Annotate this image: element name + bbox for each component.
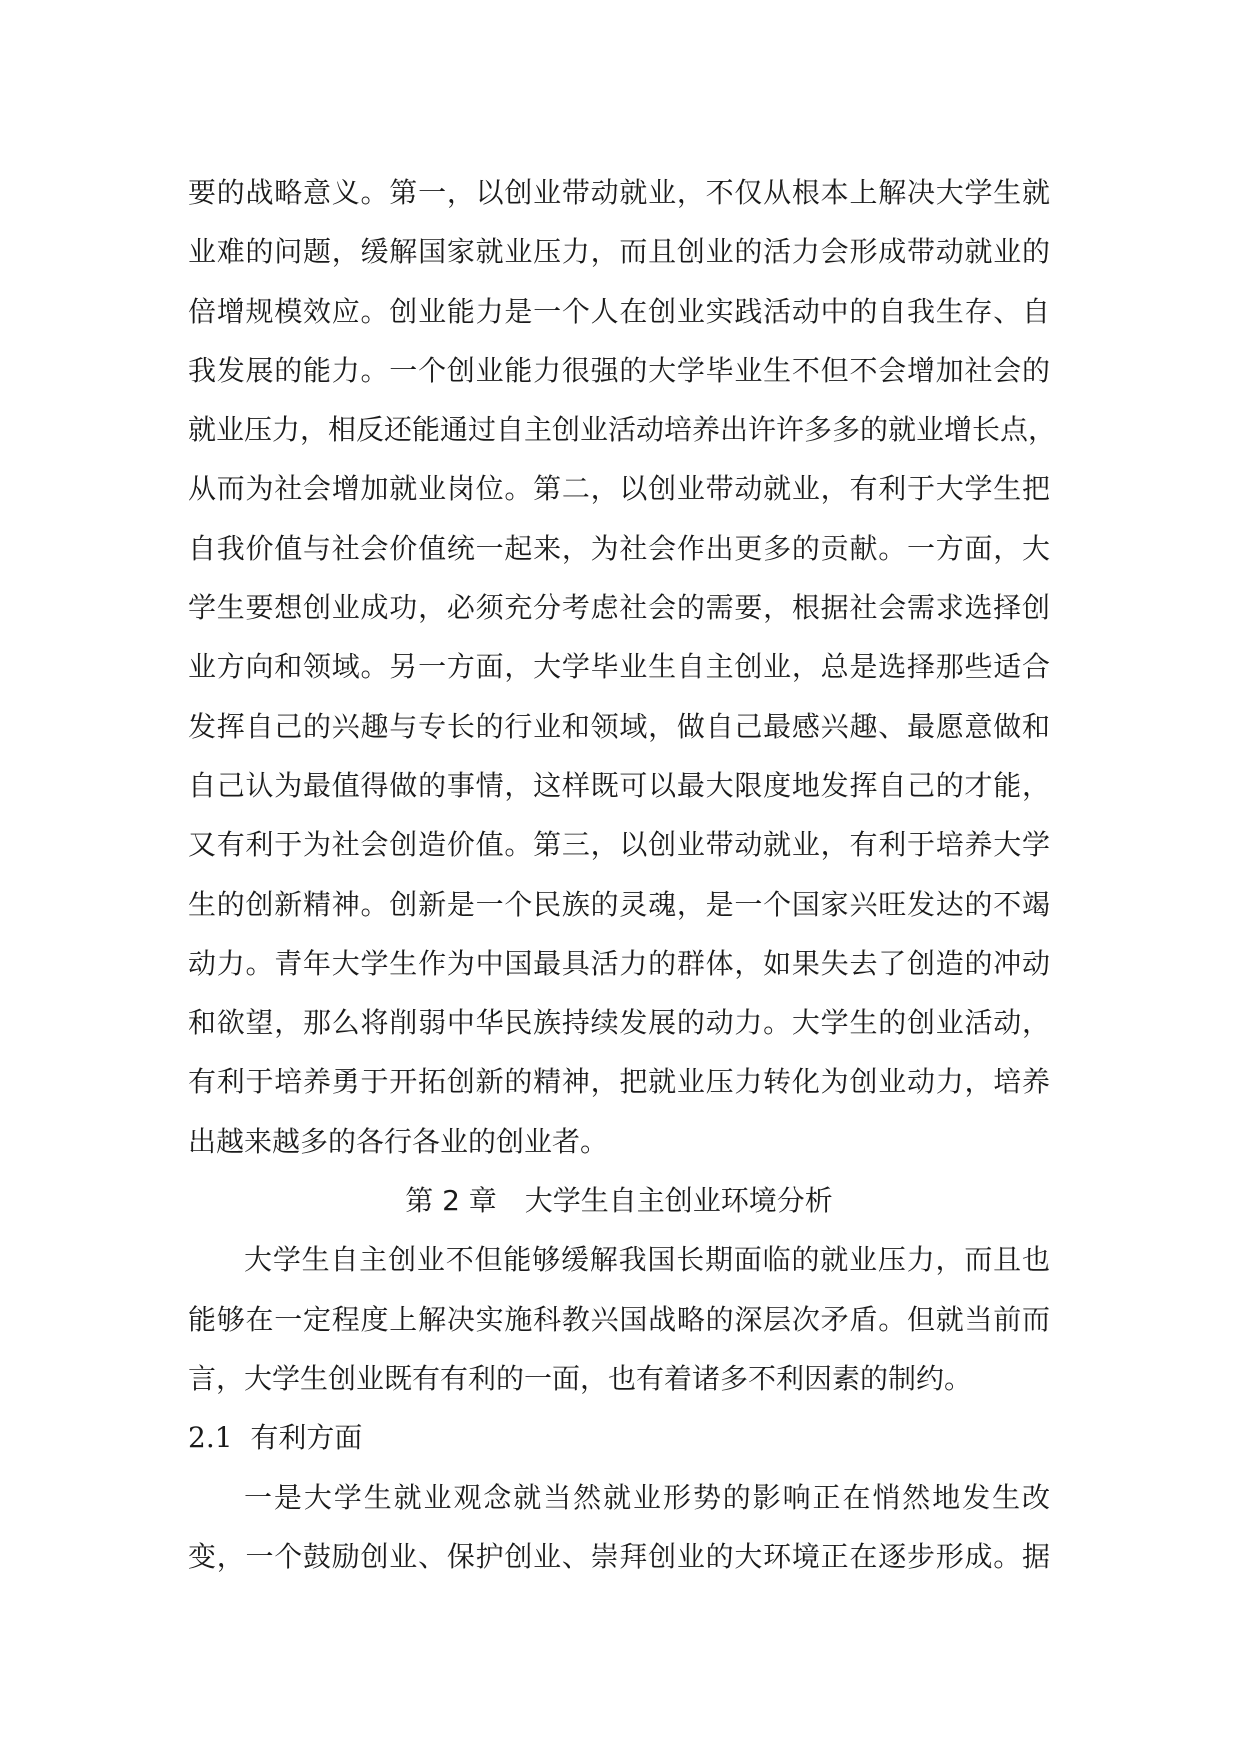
- section-heading: 2.1 有利方面: [188, 1421, 363, 1455]
- paragraph-line: 有利于培养勇于开拓创新的精神，把就业压力转化为创业动力，培养: [188, 1065, 1050, 1099]
- paragraph-line: 变，一个鼓励创业、保护创业、崇拜创业的大环境正在逐步形成。据: [188, 1539, 1050, 1573]
- paragraph-line: 发挥自己的兴趣与专长的行业和领域，做自己最感兴趣、最愿意做和: [188, 709, 1050, 743]
- chapter-heading: 第 2 章 大学生自主创业环境分析: [405, 1184, 833, 1218]
- paragraph-line: 大学生自主创业不但能够缓解我国长期面临的就业压力，而且也: [244, 1243, 1050, 1277]
- paragraph-1: [188, 163, 1057, 1171]
- paragraph-line: 我发展的能力。一个创业能力很强的大学毕业生不但不会增加社会的: [188, 353, 1050, 387]
- paragraph-line: 自我价值与社会价值统一起来，为社会作出更多的贡献。一方面，大: [188, 531, 1050, 565]
- paragraph-line: 一是大学生就业观念就当然就业形势的影响正在悄然地发生改: [244, 1480, 1050, 1514]
- paragraph-2: [188, 1230, 1050, 1408]
- paragraph-line: 就业压力，相反还能通过自主创业活动培养出许许多多的就业增长点，: [188, 413, 1057, 447]
- paragraph-line: 学生要想创业成功，必须充分考虑社会的需要，根据社会需求选择创: [188, 591, 1050, 625]
- paragraph-line: 要的战略意义。第一，以创业带动就业，不仅从根本上解决大学生就: [188, 176, 1050, 209]
- paragraph-line: 自己认为最值得做的事情，这样既可以最大限度地发挥自己的才能，: [188, 768, 1050, 802]
- paragraph-line: 从而为社会增加就业岗位。第二，以创业带动就业，有利于大学生把: [188, 472, 1050, 506]
- page-body: [188, 163, 1057, 1586]
- paragraph-line: 和欲望，那么将削弱中华民族持续发展的动力。大学生的创业活动，: [188, 1006, 1050, 1040]
- paragraph-line: 业难的问题，缓解国家就业压力，而且创业的活力会形成带动就业的: [188, 235, 1050, 269]
- paragraph-line: 又有利于为社会创造价值。第三，以创业带动就业，有利于培养大学: [188, 828, 1050, 862]
- paragraph-line: 倍增规模效应。创业能力是一个人在创业实践活动中的自我生存、自: [188, 294, 1050, 328]
- paragraph-line: 能够在一定程度上解决实施科教兴国战略的深层次矛盾。但就当前而: [188, 1302, 1050, 1336]
- paragraph-line: 动力。青年大学生作为中国最具活力的群体，如果失去了创造的冲动: [188, 946, 1050, 980]
- paragraph-3: [188, 1468, 1050, 1587]
- paragraph-line: 生的创新精神。创新是一个民族的灵魂，是一个国家兴旺发达的不竭: [188, 887, 1050, 921]
- paragraph-line: 言，大学生创业既有有利的一面，也有着诸多不利因素的制约。: [188, 1361, 973, 1395]
- paragraph-line: 业方向和领域。另一方面，大学毕业生自主创业，总是选择那些适合: [188, 650, 1050, 684]
- paragraph-line: 出越来越多的各行各业的创业者。: [188, 1124, 609, 1158]
